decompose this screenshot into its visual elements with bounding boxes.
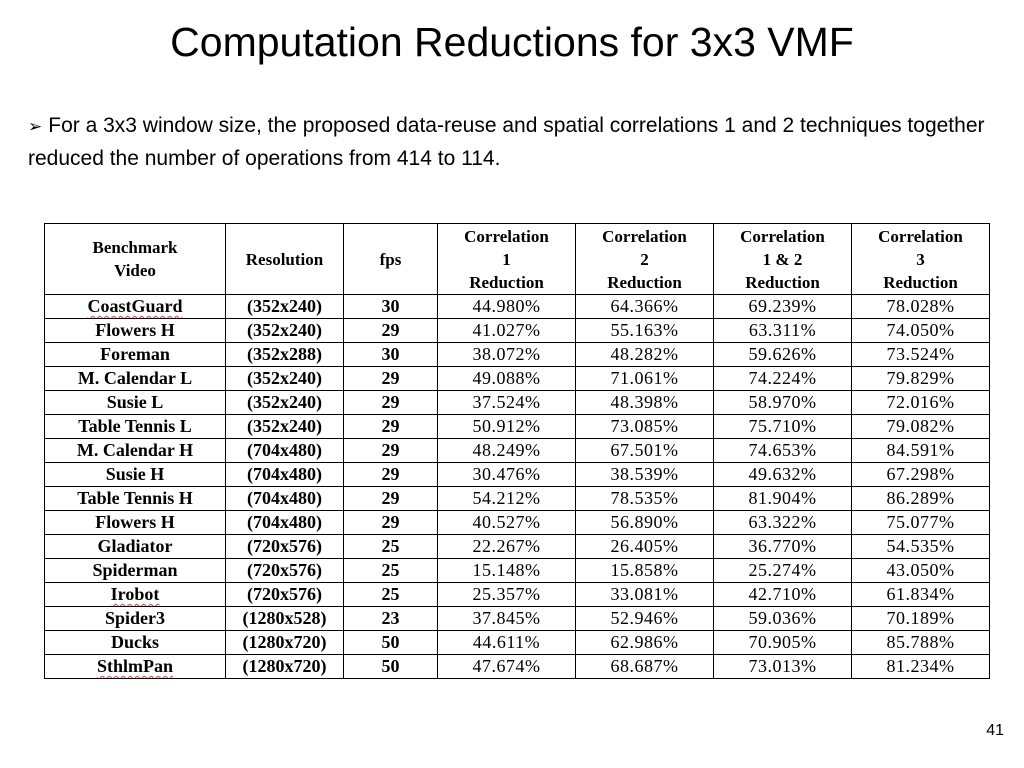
cell-fps: 29 bbox=[344, 439, 438, 463]
table-row bbox=[45, 295, 990, 319]
cell-resolution: (720x576) bbox=[226, 559, 344, 583]
table-row bbox=[45, 631, 990, 655]
table-row bbox=[45, 655, 990, 679]
cell-correlation-1: 38.072% bbox=[438, 343, 576, 367]
cell-correlation-1: 44.980% bbox=[438, 295, 576, 319]
benchmark-table bbox=[44, 223, 990, 679]
cell-correlation-3: 86.289% bbox=[852, 487, 990, 511]
cell-resolution: (352x240) bbox=[226, 319, 344, 343]
cell-fps: 29 bbox=[344, 319, 438, 343]
cell-resolution: (352x240) bbox=[226, 415, 344, 439]
cell-correlation-1: 25.357% bbox=[438, 583, 576, 607]
cell-correlation-1-2: 73.013% bbox=[714, 655, 852, 679]
cell-correlation-1-2: 75.710% bbox=[714, 415, 852, 439]
table-row bbox=[45, 463, 990, 487]
cell-video: Spider3 bbox=[45, 607, 226, 631]
cell-video: M. Calendar L bbox=[45, 367, 226, 391]
cell-fps: 29 bbox=[344, 367, 438, 391]
cell-correlation-1-2: 42.710% bbox=[714, 583, 852, 607]
cell-resolution: (704x480) bbox=[226, 463, 344, 487]
cell-correlation-2: 62.986% bbox=[576, 631, 714, 655]
cell-video: Susie L bbox=[45, 391, 226, 415]
cell-correlation-3: 61.834% bbox=[852, 583, 990, 607]
cell-correlation-1-2: 58.970% bbox=[714, 391, 852, 415]
table-row bbox=[45, 607, 990, 631]
cell-correlation-1-2: 81.904% bbox=[714, 487, 852, 511]
cell-fps: 25 bbox=[344, 535, 438, 559]
cell-correlation-1: 54.212% bbox=[438, 487, 576, 511]
cell-video: Flowers H bbox=[45, 319, 226, 343]
cell-video: Spiderman bbox=[45, 559, 226, 583]
slide-title: Computation Reductions for 3x3 VMF bbox=[170, 19, 854, 65]
cell-resolution: (352x288) bbox=[226, 343, 344, 367]
cell-correlation-2: 73.085% bbox=[576, 415, 714, 439]
cell-correlation-3: 67.298% bbox=[852, 463, 990, 487]
cell-correlation-2: 71.061% bbox=[576, 367, 714, 391]
table-row bbox=[45, 367, 990, 391]
header-benchmark-video: Benchmark Video bbox=[45, 224, 226, 295]
cell-correlation-1-2: 59.626% bbox=[714, 343, 852, 367]
table-row bbox=[45, 343, 990, 367]
table-header-row bbox=[45, 224, 990, 295]
cell-fps: 30 bbox=[344, 295, 438, 319]
cell-correlation-2: 15.858% bbox=[576, 559, 714, 583]
cell-correlation-3: 78.028% bbox=[852, 295, 990, 319]
cell-correlation-2: 78.535% bbox=[576, 487, 714, 511]
table-row bbox=[45, 415, 990, 439]
cell-fps: 23 bbox=[344, 607, 438, 631]
cell-correlation-1: 37.524% bbox=[438, 391, 576, 415]
cell-correlation-1: 47.674% bbox=[438, 655, 576, 679]
cell-correlation-1: 22.267% bbox=[438, 535, 576, 559]
table-row bbox=[45, 511, 990, 535]
cell-resolution: (1280x720) bbox=[226, 631, 344, 655]
cell-correlation-2: 48.398% bbox=[576, 391, 714, 415]
cell-fps: 29 bbox=[344, 487, 438, 511]
header-correlation-3: Correlation 3 Reduction bbox=[852, 224, 990, 295]
cell-correlation-2: 33.081% bbox=[576, 583, 714, 607]
cell-video: Table Tennis L bbox=[45, 415, 226, 439]
cell-correlation-1-2: 25.274% bbox=[714, 559, 852, 583]
cell-resolution: (720x576) bbox=[226, 583, 344, 607]
table-body bbox=[45, 295, 990, 679]
cell-correlation-1-2: 63.322% bbox=[714, 511, 852, 535]
cell-correlation-1-2: 74.224% bbox=[714, 367, 852, 391]
table-row bbox=[45, 583, 990, 607]
cell-resolution: (704x480) bbox=[226, 487, 344, 511]
cell-correlation-3: 79.082% bbox=[852, 415, 990, 439]
cell-resolution: (1280x720) bbox=[226, 655, 344, 679]
arrow-bullet-icon: ➢ bbox=[28, 117, 43, 137]
cell-correlation-1: 48.249% bbox=[438, 439, 576, 463]
cell-video: SthlmPan bbox=[45, 655, 226, 679]
cell-video: Gladiator bbox=[45, 535, 226, 559]
cell-correlation-2: 67.501% bbox=[576, 439, 714, 463]
cell-correlation-1-2: 49.632% bbox=[714, 463, 852, 487]
header-resolution: Resolution bbox=[226, 224, 344, 295]
cell-video: Table Tennis H bbox=[45, 487, 226, 511]
cell-correlation-3: 84.591% bbox=[852, 439, 990, 463]
cell-video: Susie H bbox=[45, 463, 226, 487]
cell-correlation-3: 74.050% bbox=[852, 319, 990, 343]
cell-correlation-2: 56.890% bbox=[576, 511, 714, 535]
cell-fps: 30 bbox=[344, 343, 438, 367]
bullet-text: For a 3x3 window size, the proposed data-reuse and spatial correlations 1 and 2 techniques together reduced the number of operations from 414 to 114. bbox=[28, 114, 985, 170]
cell-correlation-1-2: 59.036% bbox=[714, 607, 852, 631]
cell-fps: 29 bbox=[344, 415, 438, 439]
cell-fps: 50 bbox=[344, 655, 438, 679]
cell-fps: 29 bbox=[344, 511, 438, 535]
cell-correlation-3: 54.535% bbox=[852, 535, 990, 559]
cell-correlation-3: 75.077% bbox=[852, 511, 990, 535]
cell-correlation-1-2: 36.770% bbox=[714, 535, 852, 559]
cell-video: M. Calendar H bbox=[45, 439, 226, 463]
header-correlation-1: Correlation 1 Reduction bbox=[438, 224, 576, 295]
cell-correlation-1: 41.027% bbox=[438, 319, 576, 343]
header-fps: fps bbox=[344, 224, 438, 295]
cell-resolution: (352x240) bbox=[226, 391, 344, 415]
cell-fps: 25 bbox=[344, 583, 438, 607]
cell-correlation-1: 49.088% bbox=[438, 367, 576, 391]
cell-resolution: (352x240) bbox=[226, 295, 344, 319]
cell-correlation-2: 48.282% bbox=[576, 343, 714, 367]
page-number: 41 bbox=[986, 722, 1004, 739]
bullet-paragraph bbox=[28, 110, 988, 174]
cell-correlation-3: 73.524% bbox=[852, 343, 990, 367]
cell-correlation-3: 85.788% bbox=[852, 631, 990, 655]
cell-correlation-2: 55.163% bbox=[576, 319, 714, 343]
cell-video: Irobot bbox=[45, 583, 226, 607]
cell-fps: 50 bbox=[344, 631, 438, 655]
table-row bbox=[45, 487, 990, 511]
cell-correlation-1-2: 69.239% bbox=[714, 295, 852, 319]
cell-correlation-3: 43.050% bbox=[852, 559, 990, 583]
cell-video: Ducks bbox=[45, 631, 226, 655]
cell-resolution: (1280x528) bbox=[226, 607, 344, 631]
cell-correlation-2: 38.539% bbox=[576, 463, 714, 487]
cell-correlation-1: 50.912% bbox=[438, 415, 576, 439]
cell-resolution: (352x240) bbox=[226, 367, 344, 391]
cell-correlation-2: 68.687% bbox=[576, 655, 714, 679]
cell-correlation-3: 81.234% bbox=[852, 655, 990, 679]
cell-resolution: (704x480) bbox=[226, 511, 344, 535]
cell-correlation-1: 37.845% bbox=[438, 607, 576, 631]
cell-fps: 29 bbox=[344, 391, 438, 415]
cell-correlation-3: 70.189% bbox=[852, 607, 990, 631]
header-correlation-1-2: Correlation 1 & 2 Reduction bbox=[714, 224, 852, 295]
cell-fps: 29 bbox=[344, 463, 438, 487]
table-row bbox=[45, 439, 990, 463]
table-row bbox=[45, 391, 990, 415]
cell-correlation-2: 52.946% bbox=[576, 607, 714, 631]
table-row bbox=[45, 559, 990, 583]
cell-correlation-1-2: 74.653% bbox=[714, 439, 852, 463]
cell-correlation-2: 26.405% bbox=[576, 535, 714, 559]
cell-correlation-1: 44.611% bbox=[438, 631, 576, 655]
cell-video: Foreman bbox=[45, 343, 226, 367]
cell-correlation-1-2: 70.905% bbox=[714, 631, 852, 655]
cell-resolution: (720x576) bbox=[226, 535, 344, 559]
cell-correlation-1: 30.476% bbox=[438, 463, 576, 487]
table-row bbox=[45, 319, 990, 343]
cell-video: Flowers H bbox=[45, 511, 226, 535]
header-correlation-2: Correlation 2 Reduction bbox=[576, 224, 714, 295]
table-row bbox=[45, 535, 990, 559]
cell-correlation-3: 72.016% bbox=[852, 391, 990, 415]
cell-correlation-2: 64.366% bbox=[576, 295, 714, 319]
cell-video: CoastGuard bbox=[45, 295, 226, 319]
cell-fps: 25 bbox=[344, 559, 438, 583]
cell-correlation-1: 40.527% bbox=[438, 511, 576, 535]
cell-resolution: (704x480) bbox=[226, 439, 344, 463]
cell-correlation-1: 15.148% bbox=[438, 559, 576, 583]
cell-correlation-1-2: 63.311% bbox=[714, 319, 852, 343]
cell-correlation-3: 79.829% bbox=[852, 367, 990, 391]
